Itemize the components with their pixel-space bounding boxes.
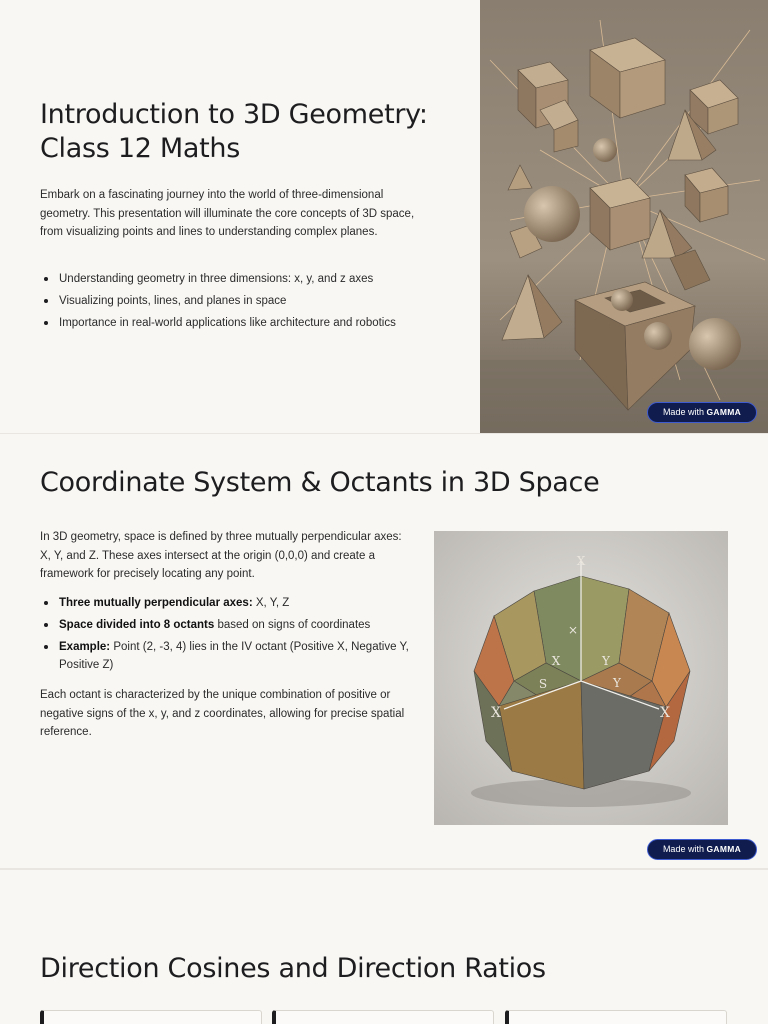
slide-note: Each octant is characterized by the unique combination of positive or negative signs of the x, y, and z coordinates, allowing for precise spatial reference. <box>40 689 405 738</box>
content-card <box>40 1010 262 1024</box>
list-item: Visualizing points, lines, and planes in space <box>40 294 460 308</box>
gamma-logo: GAMMA <box>706 407 742 417</box>
axis-label-s: S <box>538 677 548 691</box>
slide-title: Introduction to 3D Geometry: Class 12 Maths <box>40 99 428 164</box>
slide-description: In 3D geometry, space is defined by three mutually perpendicular axes: X, Y, and Z. These axes intersect at the origin (0,0,0) and create a framework for precisely locating any point. <box>40 531 402 580</box>
slide-title: Coordinate System & Octants in 3D Space <box>40 467 600 498</box>
content-card <box>272 1010 494 1024</box>
list-item <box>40 638 410 674</box>
list-item-bold: Space divided into 8 octants <box>59 619 215 631</box>
made-with-gamma-badge[interactable] <box>647 402 757 423</box>
geometry-shapes-image <box>480 0 768 433</box>
axis-label-left: X <box>491 705 501 721</box>
list-item: Importance in real-world applications like architecture and robotics <box>40 316 460 330</box>
list-item-bold: Example: <box>59 641 111 653</box>
badge-prefix: Made with <box>662 844 704 854</box>
octant-model-image <box>434 531 728 825</box>
axis-label-center: × <box>567 623 579 637</box>
bullet-list <box>40 272 460 338</box>
axis-label-inner-y: Y <box>602 654 610 668</box>
axis-label-inner-x: X <box>551 654 561 668</box>
slide-coordinate-system <box>0 434 768 868</box>
content-card <box>505 1010 727 1024</box>
list-item <box>40 616 410 634</box>
gamma-logo: GAMMA <box>706 844 742 854</box>
list-item <box>40 594 410 612</box>
list-item: Understanding geometry in three dimensions: x, y, and z axes <box>40 272 460 286</box>
slide-title: Direction Cosines and Direction Ratios <box>40 953 546 984</box>
slide-description: Embark on a fascinating journey into the world of three-dimensional geometry. This presentation will illuminate the core concepts of 3D space, from visualizing points and lines to understanding complex planes. <box>40 189 415 238</box>
list-item-text: Point (2, -3, 4) lies in the IV octant (Positive X, Negative Y, Positive Z) <box>59 641 409 671</box>
bullet-list <box>40 594 410 678</box>
badge-prefix: Made with <box>662 407 704 417</box>
axis-label-right: X <box>660 705 670 721</box>
made-with-gamma-badge[interactable] <box>647 839 757 860</box>
list-item-bold: Three mutually perpendicular axes: <box>59 597 253 609</box>
axis-label-y2: Y <box>613 676 621 690</box>
axis-label-top: X <box>576 554 586 568</box>
slide-direction-cosines <box>0 870 768 1024</box>
list-item-text: based on signs of coordinates <box>214 619 371 631</box>
list-item-text: X, Y, Z <box>252 597 290 609</box>
slide-intro <box>0 0 768 433</box>
